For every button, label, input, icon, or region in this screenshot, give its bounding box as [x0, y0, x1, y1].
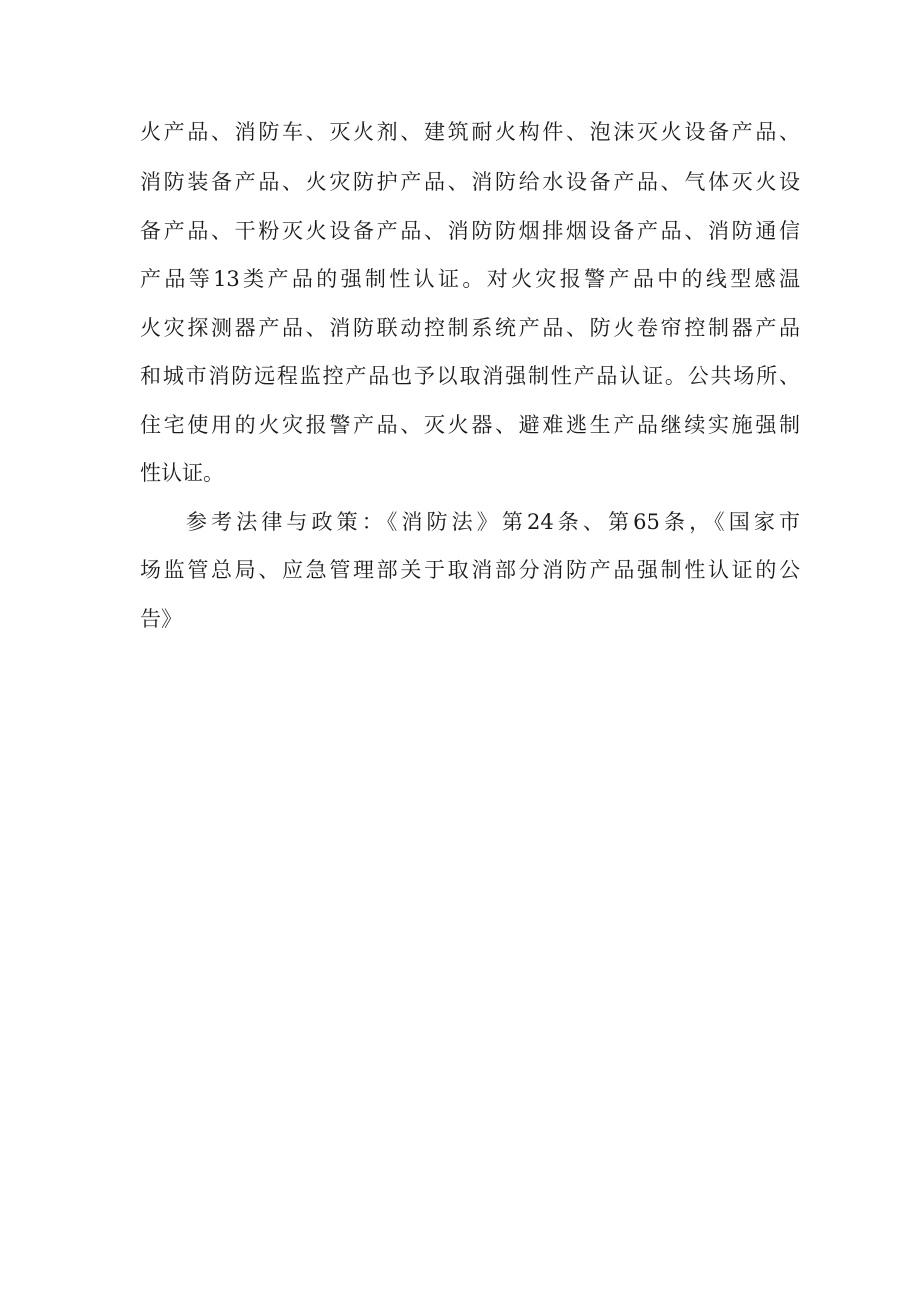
text-line: 备产品、干粉灭火设备产品、消防防烟排烟设备产品、消防通信: [140, 219, 800, 243]
text-line: 消防装备产品、火灾防护产品、消防给水设备产品、气体灭火设: [140, 170, 800, 194]
text-line: 火产品、消防车、灭火剂、建筑耐火构件、泡沫灭火设备产品、: [140, 120, 800, 144]
text-line: 告》: [140, 607, 182, 631]
text-line: 参考法律与政策：《消防法》第24条、第65条，《国家市: [186, 510, 800, 534]
text-line: 和城市消防远程监控产品也予以取消强制性产品认证。公共场所、: [140, 364, 800, 388]
text-line: 住宅使用的火灾报警产品、灭火器、避难逃生产品继续实施强制: [140, 413, 800, 437]
text-line: 场监管总局、应急管理部关于取消部分消防产品强制性认证的公: [140, 558, 800, 582]
text-line: 产品等13类产品的强制性认证。对火灾报警产品中的线型感温: [140, 267, 800, 291]
text-line: 性认证。: [140, 461, 224, 485]
text-line: 火灾探测器产品、消防联动控制系统产品、防火卷帘控制器产品: [140, 316, 800, 340]
